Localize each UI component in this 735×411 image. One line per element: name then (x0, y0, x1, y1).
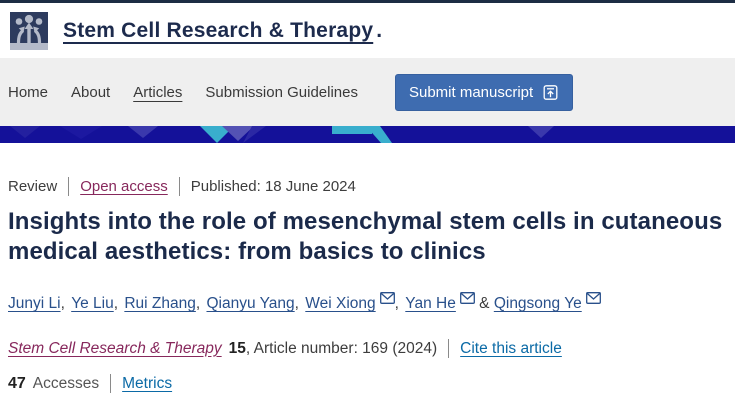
accesses-label: Accesses (32, 374, 100, 392)
email-icon[interactable] (380, 292, 395, 304)
article-number-text: , Article number: 169 (2024) (245, 339, 438, 357)
journal-citation-link[interactable]: Stem Cell Research & Therapy (8, 339, 222, 357)
citation-divider (448, 339, 449, 358)
author-link[interactable]: Qianyu Yang (206, 295, 295, 312)
author-ampersand: & (474, 295, 494, 312)
journal-title-link[interactable]: Stem Cell Research & Therapy (63, 18, 374, 42)
open-access-link[interactable]: Open access (80, 178, 168, 195)
cite-this-article-link[interactable]: Cite this article (460, 339, 562, 357)
submit-manuscript-label: Submit manuscript (408, 83, 534, 101)
metrics-link[interactable]: Metrics (122, 374, 173, 392)
nav-item-about[interactable]: About (71, 83, 111, 101)
metrics-row (8, 374, 727, 393)
article-meta-row (8, 177, 727, 196)
nav-bar (0, 58, 735, 126)
citation-row (8, 339, 727, 358)
author-link[interactable]: Wei Xiong (305, 295, 376, 312)
author-link[interactable]: Yan He (405, 295, 456, 312)
decorative-banner (0, 126, 735, 143)
volume-number: 15 (228, 339, 246, 357)
author-separator: , (60, 295, 70, 312)
author-separator: , (195, 295, 205, 312)
journal-header (0, 3, 735, 58)
article-title: Insights into the role of mesenchymal stem cells in cutaneous medical aesthetics: from basics to clinics (8, 208, 723, 265)
author-separator: , (394, 295, 404, 312)
article-type-label: Review (8, 178, 58, 195)
nav-item-home[interactable]: Home (8, 83, 49, 101)
metrics-divider (110, 374, 111, 393)
nav-item-articles[interactable]: Articles (133, 83, 183, 101)
author-link[interactable]: Ye Liu (71, 295, 114, 312)
authors-line (8, 293, 727, 315)
published-date: Published: 18 June 2024 (190, 178, 356, 195)
journal-title-suffix: . (376, 18, 383, 42)
email-icon[interactable] (586, 292, 601, 304)
meta-divider (68, 177, 69, 196)
submit-document-icon (542, 84, 559, 101)
accesses-count: 47 (8, 374, 26, 392)
submit-manuscript-button[interactable] (395, 74, 573, 111)
author-separator: , (113, 295, 123, 312)
author-link[interactable]: Qingsong Ye (493, 295, 582, 312)
author-separator: , (294, 295, 304, 312)
journal-logo[interactable] (10, 12, 48, 50)
author-link[interactable]: Rui Zhang (124, 295, 196, 312)
author-link[interactable]: Junyi Li (8, 295, 61, 312)
meta-divider (179, 177, 180, 196)
email-icon[interactable] (460, 292, 475, 304)
nav-item-submission-guidelines[interactable]: Submission Guidelines (205, 83, 358, 101)
nav-items (8, 84, 381, 101)
article-header-section (0, 177, 735, 393)
